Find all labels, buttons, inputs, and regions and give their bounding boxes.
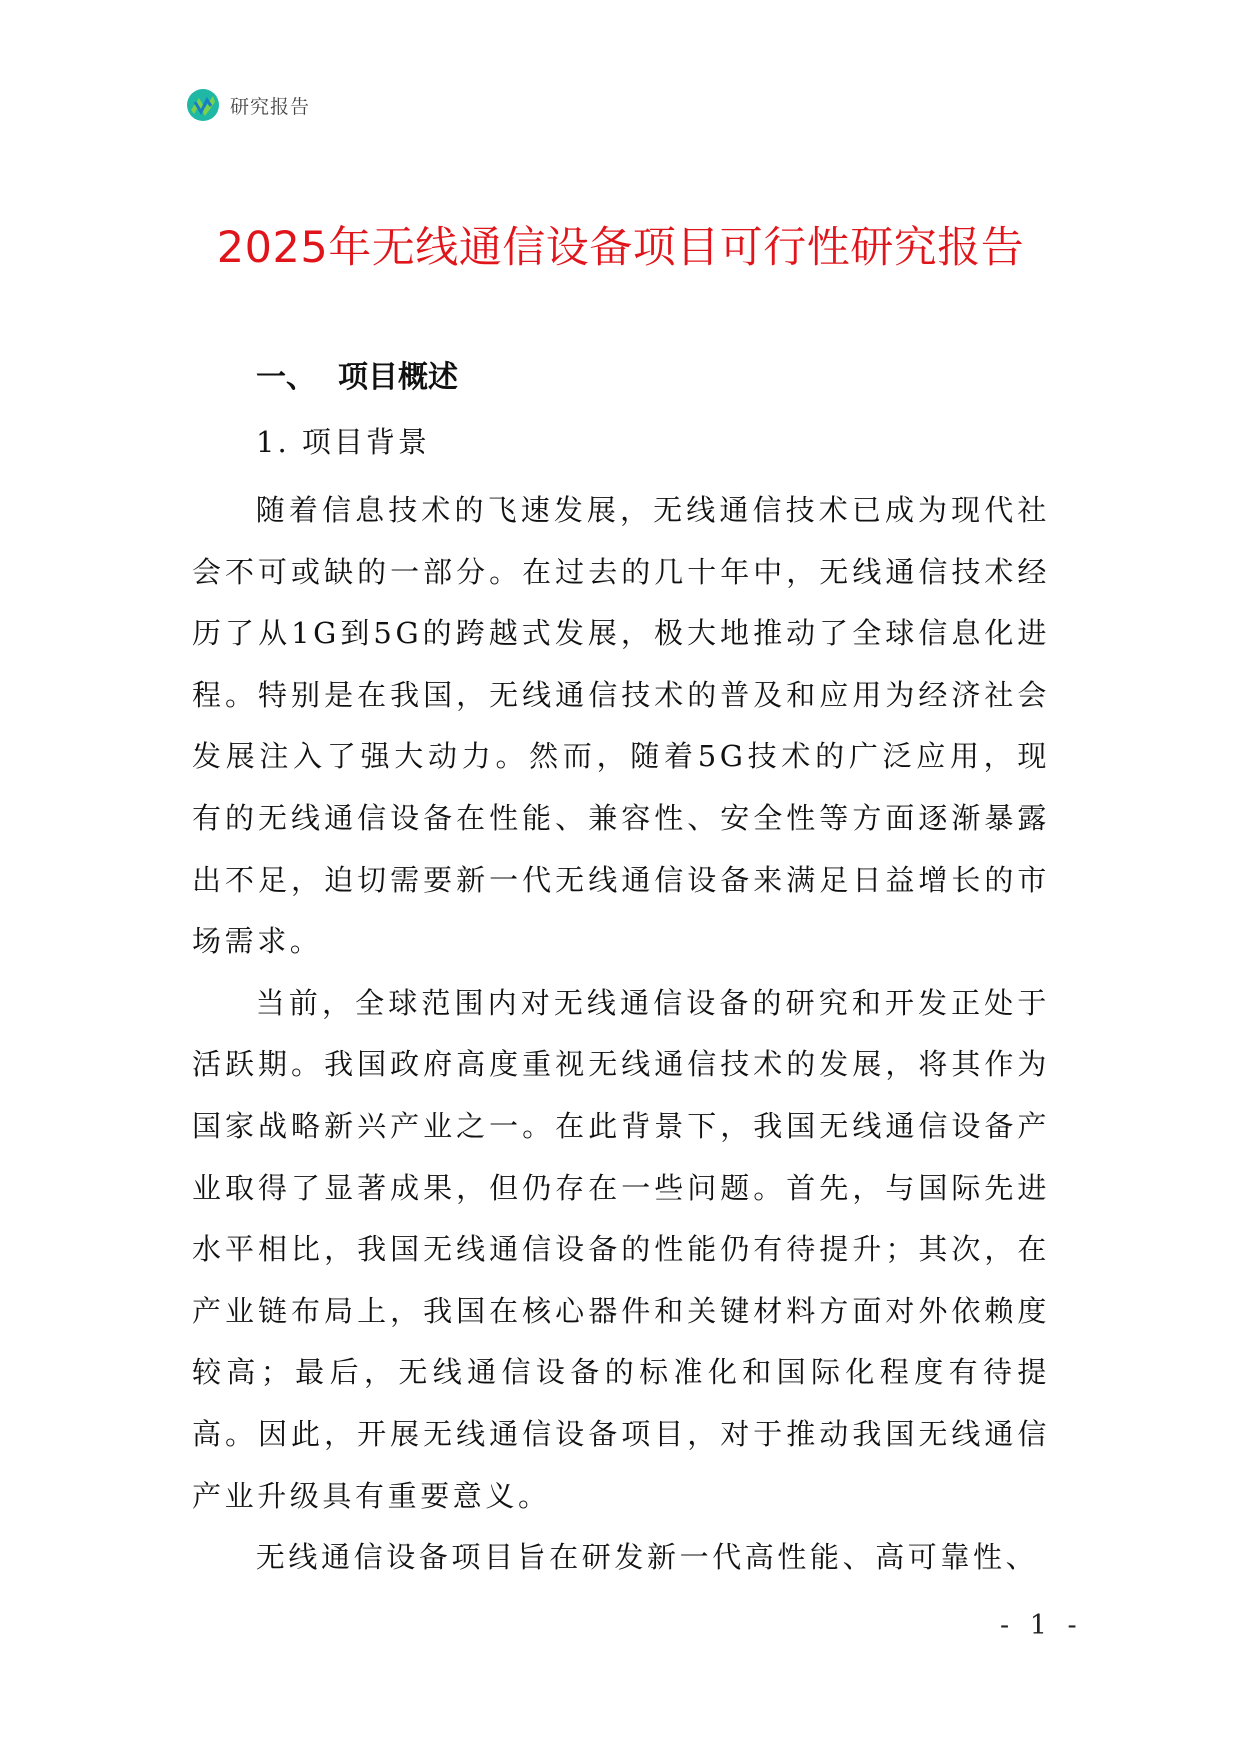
- body-text: [192, 480, 1050, 1589]
- document-title: 2025年无线通信设备项目可行性研究报告: [216, 223, 1025, 273]
- section-number: 一、: [256, 360, 316, 395]
- section-title: 项目概述: [338, 360, 458, 395]
- page-header: [186, 88, 310, 122]
- report-logo-icon: [186, 88, 220, 122]
- page-number: - 1 -: [1000, 1610, 1083, 1641]
- paragraph: 无线通信设备项目旨在研发新一代高性能、高可靠性、: [255, 1540, 1039, 1575]
- paragraph: 当前，全球范围内对无线通信设备的研究和开发正处于活跃期。我国政府高度重视无线通信技术的发展，将其作为国家战略新兴产业之一。在此背景下，我国无线通信设备产业取得了显著成果，但仍存在一些问题。首先，与国际先进水平相比，我国无线通信设备的性能仍有待提升；其次，在产业链布局上，我国在核心器件和关键材料方面对外依赖度较高；最后，无线通信设备的标准化和国际化程度有待提高。因此，开展无线通信设备项目，对于推动我国无线通信产业升级具有重要意义。: [192, 985, 1050, 1513]
- header-label: 研究报告: [230, 95, 311, 118]
- section-heading: [256, 356, 458, 400]
- paragraph: 随着信息技术的飞速发展，无线通信技术已成为现代社会不可或缺的一部分。在过去的几十年中，无线通信技术经历了从1G到5G的跨越式发展，极大地推动了全球信息化进程。特别是在我国，无线通信技术的普及和应用为经济社会发展注入了强大动力。然而，随着5G技术的广泛应用，现有的无线通信设备在性能、兼容性、安全性等方面逐渐暴露出不足，迫切需要新一代无线通信设备来满足日益增长的市场需求。: [192, 493, 1050, 959]
- subsection-heading: 1. 项目背景: [256, 425, 430, 459]
